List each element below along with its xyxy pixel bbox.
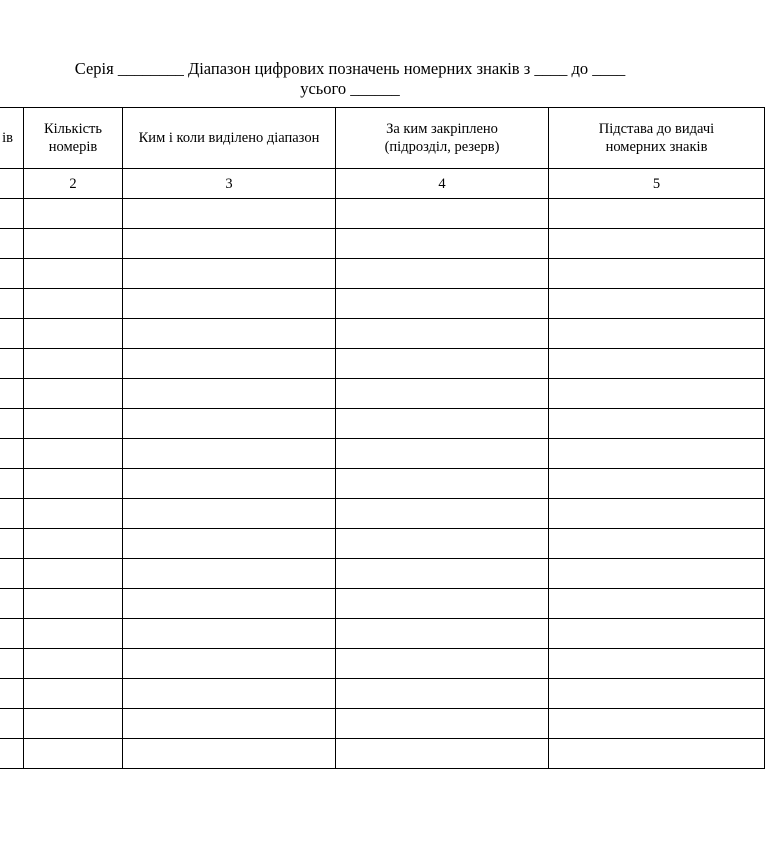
table-cell: [0, 379, 24, 409]
header-cell-1: ів: [0, 108, 24, 169]
table-cell: [336, 739, 549, 769]
table-cell: [24, 349, 123, 379]
table-cell: [549, 439, 765, 469]
table-row: [0, 229, 765, 259]
table-row: [0, 379, 765, 409]
table-row: [0, 469, 765, 499]
table-cell: [24, 619, 123, 649]
table-cell: [24, 409, 123, 439]
table-cell: [0, 439, 24, 469]
table-cell: [24, 319, 123, 349]
table-cell: [24, 559, 123, 589]
table-row: [0, 409, 765, 439]
table-cell: [0, 259, 24, 289]
column-number-cell: 3: [123, 169, 336, 199]
column-number-row: [0, 169, 765, 199]
table-cell: [123, 379, 336, 409]
header-cell-basis: Підстава до видачі номерних знаків: [549, 108, 765, 169]
table-cell: [24, 379, 123, 409]
table-cell: [123, 229, 336, 259]
table-row: [0, 199, 765, 229]
table-cell: [336, 289, 549, 319]
table-cell: [0, 499, 24, 529]
table-cell: [123, 649, 336, 679]
table-cell: [549, 739, 765, 769]
table-cell: [24, 289, 123, 319]
column-number-cell: 4: [336, 169, 549, 199]
table-cell: [24, 229, 123, 259]
table-cell: [24, 529, 123, 559]
table-cell: [336, 349, 549, 379]
table-cell: [24, 679, 123, 709]
table-cell: [336, 469, 549, 499]
table-cell: [123, 319, 336, 349]
table-cell: [123, 439, 336, 469]
table-cell: [24, 499, 123, 529]
table-cell: [549, 289, 765, 319]
table-cell: [0, 589, 24, 619]
column-number-cell: [0, 169, 24, 199]
table-row: [0, 289, 765, 319]
table-cell: [123, 739, 336, 769]
table-cell: [336, 499, 549, 529]
table-cell: [336, 709, 549, 739]
header-cell-quantity: Кількість номерів: [24, 108, 123, 169]
table-row: [0, 499, 765, 529]
table-row: [0, 529, 765, 559]
table-cell: [549, 619, 765, 649]
table-cell: [24, 439, 123, 469]
table-cell: [336, 319, 549, 349]
table-cell: [336, 259, 549, 289]
table-row: [0, 679, 765, 709]
table-cell: [123, 679, 336, 709]
table-cell: [24, 259, 123, 289]
table-cell: [123, 709, 336, 739]
table-cell: [0, 619, 24, 649]
header-cell-assigned-to: За ким закріплено (підрозділ, резерв): [336, 108, 549, 169]
table-cell: [0, 649, 24, 679]
table-cell: [0, 409, 24, 439]
table-row: [0, 259, 765, 289]
table-cell: [336, 649, 549, 679]
table-row: [0, 649, 765, 679]
table-cell: [549, 469, 765, 499]
table-cell: [123, 349, 336, 379]
table-cell: [0, 289, 24, 319]
title-series-range-line: Серія ________ Діапазон цифрових позначень номерних знаків з ____ до ____: [74, 59, 626, 78]
table-cell: [123, 559, 336, 589]
table-cell: [549, 709, 765, 739]
table-cell: [123, 199, 336, 229]
table-cell: [123, 619, 336, 649]
table-cell: [24, 709, 123, 739]
table-row: [0, 559, 765, 589]
table-row: [0, 709, 765, 739]
table-row: [0, 589, 765, 619]
table-cell: [336, 199, 549, 229]
table-cell: [0, 679, 24, 709]
table-row: [0, 349, 765, 379]
table-cell: [336, 439, 549, 469]
table-cell: [549, 679, 765, 709]
table-cell: [549, 499, 765, 529]
table-cell: [123, 289, 336, 319]
table-row: [0, 739, 765, 769]
table-cell: [336, 589, 549, 619]
table-row: [0, 619, 765, 649]
title-total-line: усього ______: [300, 79, 400, 98]
table-cell: [549, 199, 765, 229]
table-cell: [123, 469, 336, 499]
header-cell-allocated-by: Ким і коли виділено діапазон: [123, 108, 336, 169]
table-cell: [549, 379, 765, 409]
table-cell: [24, 469, 123, 499]
table-cell: [0, 319, 24, 349]
table-cell: [24, 589, 123, 619]
table-cell: [123, 259, 336, 289]
table-cell: [549, 349, 765, 379]
table-cell: [549, 229, 765, 259]
table-cell: [123, 409, 336, 439]
number-range-register-table: [0, 107, 765, 769]
table-cell: [0, 739, 24, 769]
table-cell: [336, 559, 549, 589]
table-cell: [0, 709, 24, 739]
table-cell: [123, 529, 336, 559]
table-cell: [0, 529, 24, 559]
table-cell: [336, 229, 549, 259]
column-number-cell: 2: [24, 169, 123, 199]
table-cell: [123, 589, 336, 619]
table-cell: [549, 259, 765, 289]
column-number-cell: 5: [549, 169, 765, 199]
table-row: [0, 439, 765, 469]
table-cell: [549, 529, 765, 559]
table-cell: [0, 469, 24, 499]
table-cell: [549, 319, 765, 349]
form-title: [0, 59, 700, 99]
table-cell: [549, 649, 765, 679]
table-cell: [24, 649, 123, 679]
table-cell: [0, 229, 24, 259]
table-cell: [24, 199, 123, 229]
table-cell: [336, 529, 549, 559]
table-cell: [549, 589, 765, 619]
table-cell: [336, 619, 549, 649]
table-cell: [123, 499, 336, 529]
table-cell: [336, 409, 549, 439]
table-row: [0, 319, 765, 349]
table-cell: [336, 679, 549, 709]
table-cell: [549, 559, 765, 589]
table-cell: [336, 379, 549, 409]
table-header-row: [0, 108, 765, 169]
table-cell: [549, 409, 765, 439]
table-cell: [0, 559, 24, 589]
table-cell: [24, 739, 123, 769]
table-cell: [0, 199, 24, 229]
table-cell: [0, 349, 24, 379]
